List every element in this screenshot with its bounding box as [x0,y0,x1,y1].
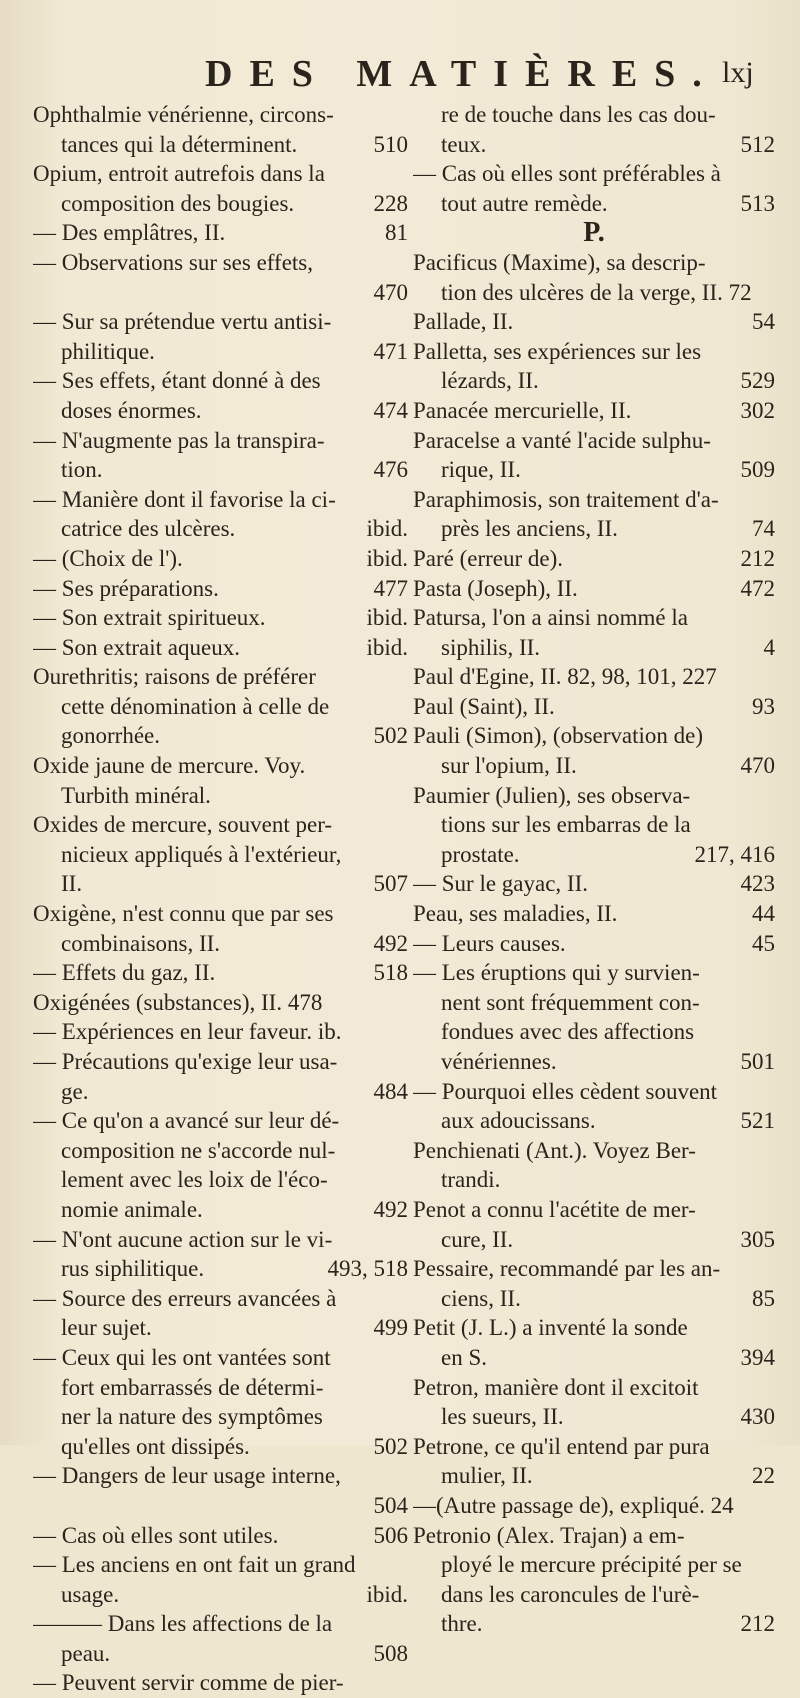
index-line [413,1550,775,1580]
index-page-ref: 521 [740,1108,775,1134]
index-entry-text: combinaisons, II. [61,930,221,956]
index-entry-text: aux adoucissans. [441,1108,596,1134]
index-entry-text: teux. [441,131,487,157]
index-page-ref: 470 [373,279,408,305]
index-entry-text: — Cas où elles sont utiles. [33,1522,279,1548]
index-entry-text: II. [61,871,83,897]
right-column [413,100,775,1639]
index-line [33,1017,408,1047]
index-line [413,1432,775,1462]
index-line [33,692,408,722]
index-line [33,574,408,604]
index-entry-text: trandi. [441,1167,501,1193]
index-entry-text: Pasta (Joseph), II. [413,575,578,601]
index-line [413,485,775,515]
index-entry-text: rus siphilitique. [61,1256,205,1282]
index-line [413,751,775,781]
index-entry-text: Paracelse a vanté l'acide sulphu- [413,427,711,453]
index-line [413,218,775,248]
index-entry-text: — Leurs causes. [413,930,566,956]
index-page-ref: 493, 518 [327,1256,408,1282]
index-page-ref: 484 [373,1078,408,1104]
index-line [413,455,775,485]
index-entry-text: — Ses préparations. [33,575,219,601]
index-entry-text: — Dangers de leur usage interne, [33,1463,341,1489]
index-entry-text: Petit (J. L.) a inventé la sonde [413,1315,688,1341]
index-line [413,1343,775,1373]
index-entry-text: ployé le mercure précipité per se [441,1552,742,1578]
index-page-ref: 504 [373,1492,408,1518]
index-line [413,869,775,899]
index-entry-text: siphilis, II. [441,634,541,660]
index-entry-text: P. [583,218,605,248]
index-line [33,455,408,485]
index-line [413,189,775,219]
index-entry-text: tout autre remède. [441,190,608,216]
index-page-ref: 217, 416 [694,841,775,867]
index-line [413,633,775,663]
index-entry-text: qu'elles ont dissipés. [61,1433,250,1459]
index-line [413,1284,775,1314]
index-line [33,1373,408,1403]
index-line [413,1521,775,1551]
running-header [0,52,800,98]
index-line [413,544,775,574]
index-page-ref: 423 [740,871,775,897]
index-line [33,958,408,988]
index-line [33,869,408,899]
index-page-ref: 477 [373,575,408,601]
index-entry-text: —(Autre passage de), expliqué. 24 [413,1492,734,1518]
index-entry-text: — Peuvent servir comme de pier- [33,1670,344,1696]
index-page-ref: 506 [373,1522,408,1548]
index-entry-text: — Les éruptions qui y survien- [413,960,700,986]
index-line [33,929,408,959]
index-line [413,1106,775,1136]
index-page-ref: 305 [740,1226,775,1252]
index-entry-text: lement avec les loix de l'éco- [61,1167,328,1193]
index-line [413,100,775,130]
index-page-ref: 212 [740,1611,775,1637]
index-entry-text: près les anciens, II. [441,516,618,542]
index-entry-text: fort embarrassés de détermi- [61,1374,324,1400]
index-page-ref: 509 [740,457,775,483]
index-line [33,1491,408,1521]
index-page-ref: 518 [373,960,408,986]
index-page-ref: 502 [373,1433,408,1459]
index-line [33,1639,408,1669]
index-entry-text: Penot a connu l'acétite de mer- [413,1196,696,1222]
index-line [413,899,775,929]
index-line [413,248,775,278]
index-page-ref: 54 [752,309,775,335]
index-entry-text: — (Choix de l'). [33,545,183,571]
index-entry-text: cette dénomination à celle de [61,693,330,719]
index-entry-text: rique, II. [441,457,521,483]
index-line [413,1077,775,1107]
index-page-ref: 302 [740,397,775,423]
index-line [413,988,775,1018]
index-entry-text: Paumier (Julien), ses observa- [413,782,691,808]
index-page-ref: 502 [373,723,408,749]
index-page-ref: 512 [740,131,775,157]
index-entry-text: tion des ulcères de la verge, II. 72 [441,279,752,305]
index-entry-text: Petron, manière dont il excitoit [413,1374,699,1400]
index-line [33,603,408,633]
index-page-ref: 93 [752,693,775,719]
index-line [33,337,408,367]
index-entry-text: Peau, ses maladies, II. [413,901,618,927]
index-entry-text: Petronio (Alex. Trajan) a em- [413,1522,685,1548]
index-page-ref: 476 [373,457,408,483]
index-entry-text: Paré (erreur de). [413,545,564,571]
index-entry-text: — Cas où elles sont préférables à [413,161,721,187]
index-line [33,130,408,160]
index-line [413,1580,775,1610]
index-line [413,1373,775,1403]
index-line [33,1284,408,1314]
index-page-ref: 22 [752,1463,775,1489]
index-entry-text: Oxides de mercure, souvent per- [33,812,333,838]
index-line [33,100,408,130]
index-line [413,574,775,604]
index-line [413,603,775,633]
index-line [33,1165,408,1195]
index-page-ref: 44 [752,901,775,927]
left-column [33,100,408,1698]
index-entry-text: — Ses effets, étant donné à des [33,368,321,394]
index-page-ref: 4 [763,634,775,660]
index-line [33,662,408,692]
index-line [413,810,775,840]
index-page-ref: 472 [740,575,775,601]
index-entry-text: — Expériences en leur faveur. ib. [33,1019,342,1045]
index-entry-text: — Pourquoi elles cèdent souvent [413,1078,718,1104]
index-entry-text: Ophthalmie vénérienne, circons- [33,102,334,127]
index-entry-text: Turbith minéral. [61,782,211,808]
index-page-ref: 499 [373,1315,408,1341]
index-line [413,1402,775,1432]
index-page-ref: 470 [740,753,775,779]
index-entry-text: — Ceux qui les ont vantées sont [33,1344,331,1370]
index-entry-text: tion. [61,457,103,483]
index-entry-text: — Sur le gayac, II. [413,871,588,897]
index-entry-text: cure, II. [441,1226,514,1252]
index-page-ref: 507 [373,871,408,897]
index-entry-text: — Observations sur ses effets, [33,249,313,275]
index-page-ref: 474 [373,397,408,423]
index-line [413,1047,775,1077]
index-line [33,1195,408,1225]
index-page-ref: ibid. [366,605,408,631]
index-entry-text: leur sujet. [61,1315,152,1341]
index-entry-text: vénériennes. [441,1049,557,1074]
index-entry-text: Oxide jaune de mercure. Voy. [33,753,306,779]
index-line [33,1047,408,1077]
index-entry-text: Oxigène, n'est connu que par ses [33,901,334,927]
index-entry-text: Pessaire, recommandé par les an- [413,1256,721,1282]
index-line [413,159,775,189]
index-page-ref: 529 [740,368,775,394]
index-entry-text: — N'ont aucune action sur le vi- [33,1226,333,1252]
index-entry-text: nent sont fréquemment con- [441,989,700,1015]
index-line [33,366,408,396]
index-line [33,633,408,663]
index-entry-text: Pauli (Simon), (observation de) [413,723,704,749]
index-entry-text: — Sur sa prétendue vertu antisi- [33,309,332,335]
index-entry-text: Pallade, II. [413,309,514,335]
index-entry-text: Petrone, ce qu'il entend par pura [413,1433,710,1459]
index-entry-text: ge. [61,1078,89,1104]
index-line [33,988,408,1018]
index-entry-text: usage. [61,1581,120,1607]
index-entry-text: doses énormes. [61,397,202,423]
index-line [413,1313,775,1343]
index-line [413,1461,775,1491]
index-line [413,692,775,722]
index-line [413,307,775,337]
index-entry-text: thre. [441,1611,483,1637]
index-entry-text: — Des emplâtres, II. [33,220,226,246]
index-line [33,426,408,456]
index-entry-text: Patursa, l'on a ainsi nommé la [413,605,688,631]
index-entry-text: Pacificus (Maxime), sa descrip- [413,249,706,275]
index-line [413,958,775,988]
index-entry-text: Paraphimosis, son traitement d'a- [413,486,719,512]
index-line [33,218,408,248]
index-line [33,1136,408,1166]
index-entry-text: gonorrhée. [61,723,160,749]
index-entry-text: ciens, II. [441,1285,521,1311]
index-page-ref: 81 [385,220,408,246]
index-line [413,662,775,692]
index-line [33,1106,408,1136]
index-page-ref: 508 [373,1640,408,1666]
index-line [33,189,408,219]
index-line [33,1254,408,1284]
index-entry-text: Opium, entroit autrefois dans la [33,161,325,187]
index-line [413,426,775,456]
index-entry-text: Oxigénées (substances), II. 478 [33,989,323,1015]
index-line [33,899,408,929]
index-entry-text: nomie animale. [61,1196,203,1222]
index-entry-text: Penchienati (Ant.). Voyez Ber- [413,1137,696,1163]
index-entry-text: mulier, II. [441,1463,533,1489]
index-line [33,307,408,337]
index-entry-text: dans les caroncules de l'urè- [441,1581,700,1607]
index-page-ref: 492 [373,930,408,956]
index-entry-text: Paul (Saint), II. [413,693,555,719]
index-entry-text: catrice des ulcères. [61,516,236,542]
index-line [33,840,408,870]
index-line [33,1580,408,1610]
index-line [33,248,408,278]
index-line [413,1195,775,1225]
index-line [33,1402,408,1432]
index-page-ref: 228 [373,190,408,216]
index-line [33,751,408,781]
index-entry-text: en S. [441,1344,487,1370]
index-entry-text: Palletta, ses expériences sur les [413,338,702,364]
index-entry-text: tances qui la déterminent. [61,131,298,157]
index-line [413,721,775,751]
index-entry-text: — Les anciens en ont fait un grand [33,1552,356,1578]
index-entry-text: philitique. [61,338,155,364]
index-page-ref: 430 [740,1404,775,1430]
index-line [413,1491,775,1521]
index-line [33,1343,408,1373]
index-entry-text: peau. [61,1640,111,1666]
index-page-ref: 74 [752,516,775,542]
index-entry-text: Panacée mercurielle, II. [413,397,632,423]
index-line [33,1609,408,1639]
index-line [33,1077,408,1107]
index-line [33,1550,408,1580]
index-line [413,130,775,160]
index-line [33,1668,408,1698]
index-line [33,781,408,811]
index-line [33,1461,408,1491]
index-entry-text: — Son extrait spiritueux. [33,605,266,631]
folio-number: lxj [722,56,754,89]
index-entry-text: composition des bougies. [61,190,295,216]
index-page-ref: ibid. [366,545,408,571]
index-entry-text: lézards, II. [441,368,539,394]
index-line [413,1254,775,1284]
index-entry-text: — N'augmente pas la transpira- [33,427,325,453]
index-entry-text: ——— Dans les affections de la [33,1611,333,1637]
index-line [33,721,408,751]
index-line [413,929,775,959]
index-page-ref: ibid. [366,1581,408,1607]
index-page-ref: 394 [740,1344,775,1370]
index-line [413,366,775,396]
index-line [33,1521,408,1551]
index-page-ref: 513 [740,190,775,216]
index-entry-text: — Manière dont il favorise la ci- [33,486,336,512]
index-line [413,278,775,308]
index-entry-text: — Source des erreurs avancées à [33,1285,337,1311]
index-line [33,810,408,840]
index-line [413,840,775,870]
index-line [33,1313,408,1343]
index-line [33,396,408,426]
index-entry-text: tions sur les embarras de la [441,812,691,838]
index-entry-text: nicieux appliqués à l'extérieur, [61,841,342,867]
index-line [413,1225,775,1255]
index-entry-text: — Précautions qu'exige leur usa- [33,1049,338,1074]
index-page-ref: 212 [740,545,775,571]
index-line [413,1165,775,1195]
index-page-ref: 492 [373,1196,408,1222]
index-page-ref: 45 [752,930,775,956]
index-entry-text: ner la nature des symptômes [61,1404,323,1430]
index-line [413,1609,775,1639]
index-line [33,159,408,189]
index-line [33,278,408,308]
index-entry-text: — Son extrait aqueux. [33,634,240,660]
index-line [413,396,775,426]
index-line [413,1136,775,1166]
index-line [33,514,408,544]
index-entry-text: — Effets du gaz, II. [33,960,216,986]
index-entry-text: les sueurs, II. [441,1404,564,1430]
index-entry-text: fondues avec des affections [441,1019,695,1045]
index-line [413,514,775,544]
index-entry-text: — Ce qu'on a avancé sur leur dé- [33,1108,340,1134]
index-page-ref: 510 [373,131,408,157]
index-line [413,1017,775,1047]
index-line [33,544,408,574]
index-page-ref: 85 [752,1285,775,1311]
index-entry-text: Paul d'Egine, II. 82, 98, 101, 227 [413,664,717,690]
index-line [413,781,775,811]
index-entry-text: composition ne s'accorde nul- [61,1137,336,1163]
index-entry-text: prostate. [441,841,520,867]
index-line [33,1432,408,1462]
index-line [413,337,775,367]
index-entry-text: re de touche dans les cas dou- [441,102,716,127]
index-page-ref: 501 [740,1049,775,1074]
index-entry-text: Ourethritis; raisons de préférer [33,664,316,690]
index-page-ref: 471 [373,338,408,364]
running-title: DES MATIÈRES. [205,53,719,95]
index-line [33,1225,408,1255]
index-line [33,485,408,515]
index-page-ref: ibid. [366,634,408,660]
index-page-ref: ibid. [366,516,408,542]
index-entry-text: sur l'opium, II. [441,753,577,779]
